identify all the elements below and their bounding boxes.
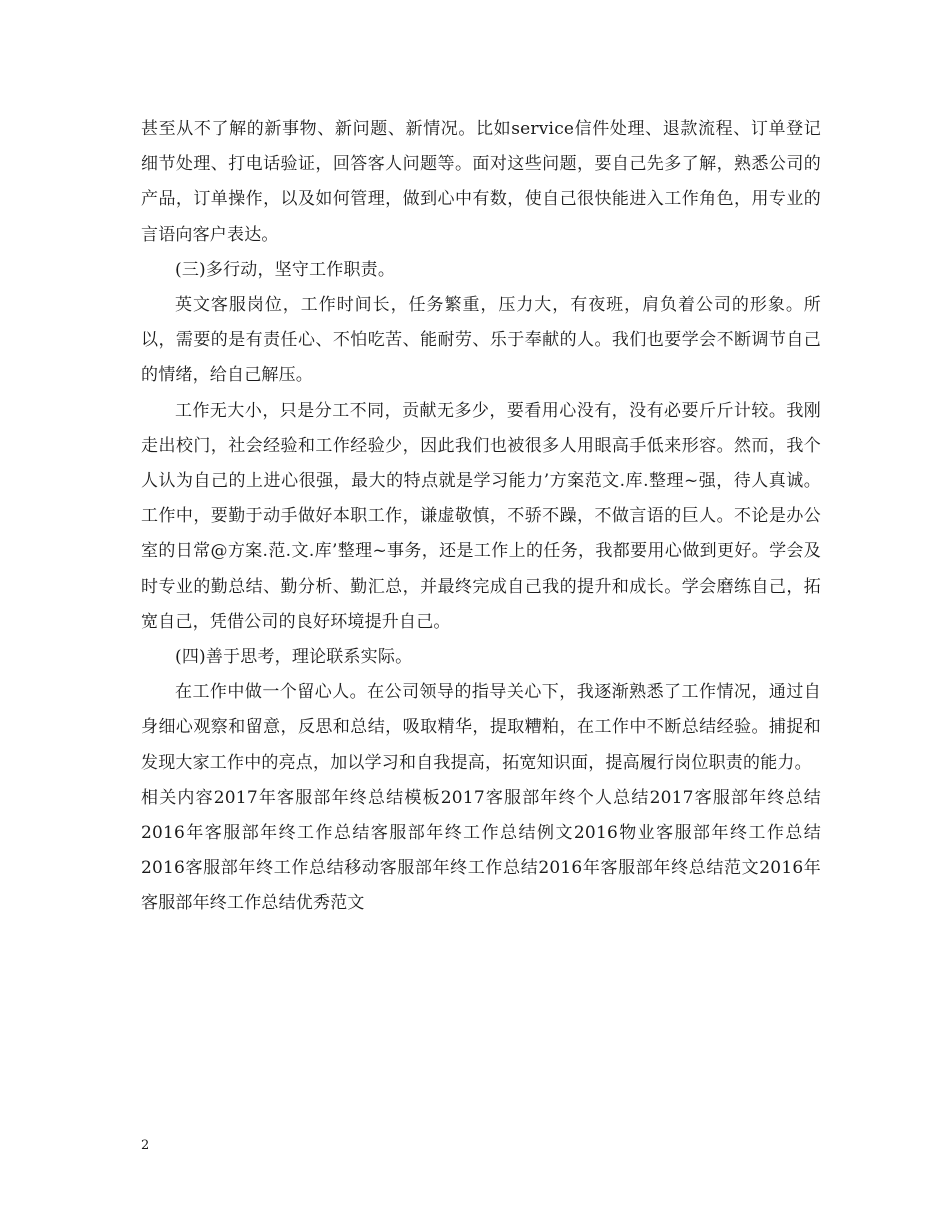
- page-number: 2: [141, 1138, 150, 1153]
- paragraph-attentive-worker: 在工作中做一个留心人。在公司领导的指导关心下，我逐渐熟悉了工作情况，通过自身细心观察和留意，反思和总结，吸取精华，提取糟粕，在工作中不断总结经验。捕捉和发现大家工作中的亮点，加以学习和自我提高，拓宽知识面，提高履行岗位职责的能力。: [141, 682, 821, 773]
- paragraph-english-service: 英文客服岗位，工作时间长，任务繁重，压力大，有夜班，肩负着公司的形象。所以，需要的是有责任心、不怕吃苦、能耐劳、乐于奉献的人。我们也要学会不断调节自己的情绪，给自己解压。: [141, 295, 821, 386]
- document-body: [141, 112, 821, 922]
- section-heading-three: (三)多行动，坚守工作职责。: [175, 259, 396, 280]
- paragraph-work-attitude: 工作无大小，只是分工不同，贡献无多少，要看用心没有，没有必要斤斤计较。我刚走出校门，社会经验和工作经验少，因此我们也被很多人用眼高手低来形容。然而，我个人认为自己的上进心很强，最大的特点就是学习能力’方案范文.库.整理~强，待人真诚。工作中，要勤于动手做好本职工作，谦虚敬慎，不骄不躁，不做言语的巨人。不论是办公室的日常@方案.范.文.库’整理~事务，还是工作上的任务，我都要用心做到更好。学会及时专业的勤总结、勤分析、勤汇总，并最终完成自己我的提升和成长。学会磨练自己，拓宽自己，凭借公司的良好环境提升自己。: [141, 400, 821, 632]
- paragraph-intro-continued: 甚至从不了解的新事物、新问题、新情况。比如service信件处理、退款流程、订单登记细节处理、打电话验证，回答客人问题等。面对这些问题，要自己先多了解，熟悉公司的产品，订单操作，以及如何管理，做到心中有数，使自己很快能进入工作角色，用专业的言语向客户表达。: [141, 119, 821, 245]
- section-heading-four: (四)善于思考，理论联系实际。: [175, 647, 413, 668]
- related-content: 相关内容2017年客服部年终总结模板2017客服部年终个人总结2017客服部年终总结2016年客服部年终工作总结客服部年终工作总结例文2016物业客服部年终工作总结2016客服部年终工作总结移动客服部年终工作总结2016年客服部年终总结范文2016年客服部年终工作总结优秀范文: [141, 787, 821, 914]
